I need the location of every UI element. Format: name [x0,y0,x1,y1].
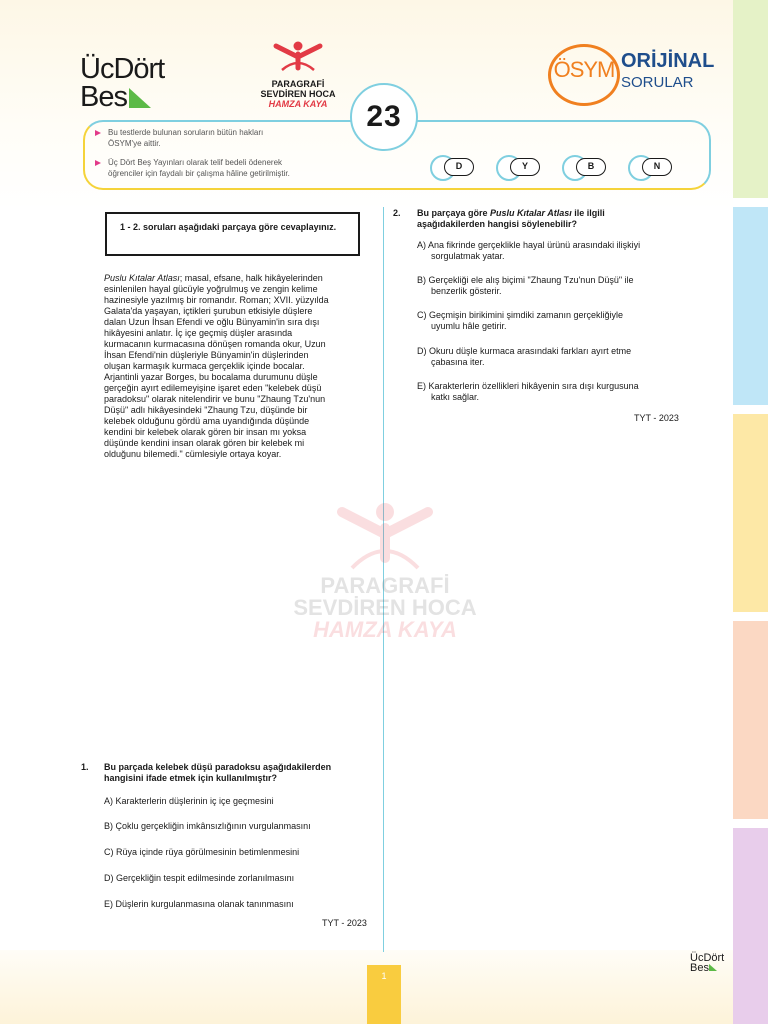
question-1-option-b[interactable]: B) Çoklu gerçekliğin imkânsızlığının vurgulanmasını [104,821,311,831]
brand-emblem [243,40,353,109]
question-2-option-d[interactable]: D) Okuru düşle kurmaca arasındaki farkları ayırt etme çabasına iter. [417,346,632,367]
footer-logo-triangle-icon [709,964,717,971]
side-tab-peach[interactable] [733,621,768,819]
footer-logo: ÜcDört Bes [690,952,725,974]
question-1-option-e[interactable]: E) Düşlerin kurgulanmasına olanak tanınmasını [104,899,294,909]
question-1-option-c[interactable]: C) Rüya içinde rüya görülmesinin betimlenmesini [104,847,300,857]
question-2-option-a[interactable]: A) Ana fikrinde gerçeklikle hayal ürünü arasındaki ilişkiyi sorgulatmak yatar. [417,240,641,261]
instruction-box: 1 - 2. soruları aşağıdaki parçaya göre cevaplayınız. [105,212,360,256]
question-1-option-d[interactable]: D) Gerçekliğin tespit edilmesinde zorlanılmasını [104,873,295,883]
license-note: Üç Dört Beş Yayınları olarak telif bedeli ödenerek öğrenciler için faydalı bir çalışma hâline getirilmiştir. [108,158,290,178]
watermark-person-icon [330,500,440,570]
passage-title: Puslu Kıtalar Atlası [104,273,180,283]
question-2-option-c[interactable]: C) Geçmişin birikimini şimdiki zamanın gerçekliğiyle uyumlu hâle getirir. [417,310,624,331]
page-number: 1 [381,971,387,981]
watermark: PARAGRAFİ SEVDİREN HOCA HAMZA KAYA [285,500,485,641]
answer-mark-n[interactable]: N [628,157,674,179]
brand-line-2: SEVDİREN HOCA [260,89,336,99]
question-1-number: 1. [81,762,89,772]
brand-line-3: HAMZA KAYA [268,99,328,109]
logo-triangle-icon [129,88,151,108]
answer-mark-d[interactable]: D [430,157,476,179]
brand-line-1: PARAGRAFİ [271,79,325,89]
bullet-icon [95,160,101,166]
person-arms-up-icon [268,40,328,74]
side-tab-purple[interactable] [733,828,768,1024]
answer-mark-b[interactable]: B [562,157,608,179]
page-number-tab [367,965,401,1024]
side-tab-blue[interactable] [733,207,768,405]
question-2-option-b[interactable]: B) Gerçekliği ele alış biçimi "Zhaung Tzu'nun Düşü" ile benzerlik gösterir. [417,275,634,296]
bullet-icon [95,130,101,136]
orijinal-label: ORİJİNAL [621,50,715,72]
question-1-stem: Bu parçada kelebek düşü paradoksu aşağıdakilerden hangisini ifade etmek için kullanılmıştır? [104,762,332,783]
question-2-stem: Bu parçaya göre Puslu Kıtalar Atlası ile ilgili aşağıdakilerden hangisi söylenebilir? [417,208,605,229]
sorular-label: SORULAR [621,74,694,91]
side-tab-green[interactable] [733,0,768,198]
osym-logo: ÖSYM [548,44,620,106]
question-2-option-e[interactable]: E) Karakterlerin özellikleri hikâyenin sıra dışı kurgusuna katkı sağlar. [417,381,639,402]
reading-passage: Puslu Kıtalar Atlası; masal, efsane, halk hikâyelerinden esinlenilen hayal gücüyle yoğrulmuş ve zengin kelime hazinesiyle yazılmış bir romandır. Roman; XVII. yüzyılda Galata'da yaşayan, içtikleri şurubun etkisiyle düşlere dalan Uzun İhsan Efendi ve oğlu Bünyamin'in sıra dışı hikâyesini anlatır. İç içe geçmiş düşler arasında kurmacanın kurmacasına dönüşen romanda okur, Uzun İhsan Efendi'nin düşleriyle Bünyamin'in düşlerinden oluşan karmaşık kurmaca gerçeklik içinde bocalar. Arjantinli yazar Borges, bu bocalama durumunu düşle gerçeğin ayırt edilemeyişine işaret eden "kelebek düşü paradoksu" olarak nitelendirir ve bunu "Zhaung Tzu'nun Düşü" adlı hikâyesindeki "Zhaung Tzu, düşünde bir kelebek olduğunu gördü ama uyandığında düşünde kendini bir kelebek olarak gören bir insan mı yoksa düşünde kendini insan olarak gören bir kelebek mi olduğunu bilemedi." cümlesiyle ortaya koyar. [104,273,329,459]
test-number: 23 [350,83,418,151]
copyright-note: Bu testlerde bulunan soruların bütün hakları ÖSYM'ye aittir. [108,128,264,148]
publisher-logo: ÜcDört Bes [80,53,165,113]
question-1-option-a[interactable]: A) Karakterlerin düşlerinin iç içe geçmesini [104,796,274,806]
question-2-number: 2. [393,208,401,218]
question-1-source: TYT - 2023 [322,918,367,928]
side-tab-yellow[interactable] [733,414,768,612]
question-2-source: TYT - 2023 [634,413,679,423]
answer-mark-y[interactable]: Y [496,157,542,179]
